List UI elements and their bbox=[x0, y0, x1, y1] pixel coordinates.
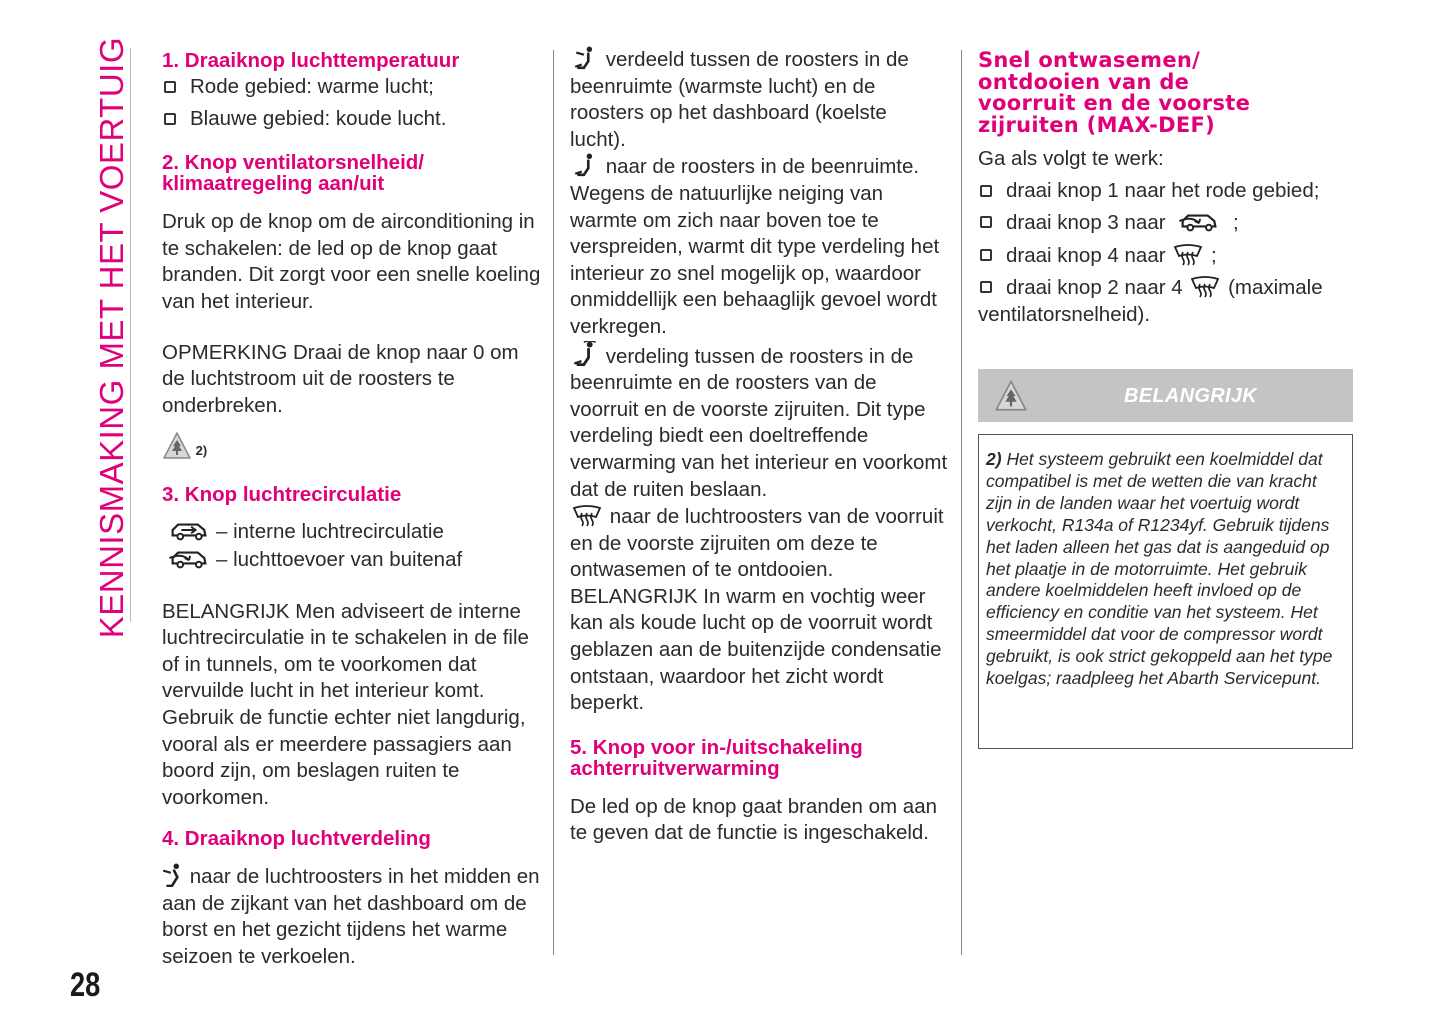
column-3 bbox=[978, 46, 1356, 329]
air-feet-and-windshield-icon bbox=[570, 341, 600, 367]
windshield-defrost-icon bbox=[1188, 274, 1222, 298]
list-item: draai knop 1 naar het rode gebied; bbox=[978, 178, 1356, 205]
paragraph: naar de luchtroosters van de voorruit en de voorste zijruiten om deze te ontwasemen of te ontdooien. bbox=[570, 505, 944, 582]
air-to-feet-icon bbox=[570, 153, 600, 177]
heading-air-distribution: 4. Draaiknop luchtverdeling bbox=[162, 827, 431, 851]
windshield-defrost-icon bbox=[570, 503, 604, 527]
paragraph: verdeeld tussen de roosters in de beenruimte (warmste lucht) en de roosters op het dashboard (koelste lucht). bbox=[570, 48, 909, 151]
car-fresh-air-icon bbox=[1171, 209, 1227, 233]
sidebar-divider bbox=[130, 48, 131, 622]
warning-reference: 2) bbox=[162, 431, 542, 464]
heading-rear-defrost: 5. Knop voor in-/uitschakeling achterruitverwarming bbox=[570, 735, 863, 780]
column-divider bbox=[961, 50, 962, 955]
list-item: Blauwe gebied: koude lucht. bbox=[162, 106, 542, 133]
list-item: draai knop 4 naar ; bbox=[978, 242, 1356, 270]
list-item: draai knop 2 naar 4 (maximale ventilatorsnelheid). bbox=[978, 274, 1356, 328]
column-2 bbox=[570, 46, 948, 847]
paragraph: naar de luchtroosters in het midden en aan de zijkant van het dashboard om de borst en het gezicht tijdens het warme seizoen te verkoelen. bbox=[162, 865, 540, 969]
warning-banner bbox=[978, 369, 1353, 422]
heading-max-def: Snel ontwasemen/ ontdooien van de voorruit en de voorste zijruiten (MAX-DEF) bbox=[978, 48, 1251, 137]
note-reference: 2) bbox=[986, 449, 1002, 469]
paragraph: Ga als volgt te werk: bbox=[978, 147, 1164, 170]
warning-note bbox=[978, 434, 1353, 749]
paragraph-important: BELANGRIJK Men adviseert de interne luchtrecirculatie in te schakelen in de file of in tunnels, om te voorkomen dat vervuilde lucht in het interieur komt. Gebruik de functie echter niet langdurig, vooral als er meerdere passagiers aan boord zijn, om beslagen ruiten te voorkomen. bbox=[162, 599, 529, 809]
paragraph: naar de roosters in de beenruimte. Wegens de natuurlijke neiging van warmte om zich naar boven toe te verspreiden, warmt dit type verdeling het interieur zo snel mogelijk op, waardoor onmiddellijk een behaaglijk gevoel wordt verkregen. bbox=[570, 155, 940, 338]
column-1 bbox=[162, 46, 542, 971]
list-item: draai knop 3 naar ; bbox=[978, 209, 1356, 237]
recirc-internal-row: – interne luchtrecirculatie bbox=[162, 518, 542, 546]
column-divider bbox=[553, 50, 554, 955]
car-fresh-air-icon bbox=[162, 546, 216, 570]
list-item: Rode gebied: warme lucht; bbox=[162, 74, 542, 101]
paragraph: De led op de knop gaat branden om aan te geven dat de functie is ingeschakeld. bbox=[570, 794, 937, 845]
paragraph-note: OPMERKING Draai de knop naar 0 om de luchtstroom uit de roosters te onderbreken. bbox=[162, 340, 519, 417]
warning-icon bbox=[162, 431, 192, 459]
windshield-defrost-icon bbox=[1171, 242, 1205, 266]
note-text: Het systeem gebruikt een koelmiddel dat compatibel is met de wetten die van kracht zijn in de landen waar het voertuig wordt verkocht, R134a of R1234yf. Gebruik tijdens het laden alleen het gas dat is aangeduid op het plaatje in de motorruimte. Het gebruik andere koelmiddelen heeft invloed op de efficiency en conditie van het systeem. Het smeermiddel dat voor de compressor wordt gebruikt, is ook strict gekoppeld aan het type koelgas; raadpleeg het Abarth Servicepunt. bbox=[986, 449, 1333, 689]
paragraph: Druk op de knop om de airconditioning in te schakelen: de led op de knop gaat branden. Dit zorgt voor een snelle koeling van het interieur. bbox=[162, 210, 541, 313]
air-face-and-feet-icon bbox=[570, 46, 600, 70]
warning-title: BELANGRIJK bbox=[1123, 385, 1257, 407]
car-recirculation-icon bbox=[162, 518, 216, 542]
recirc-external-row: – luchttoevoer van buitenaf bbox=[162, 546, 542, 574]
heading-temperature-knob: 1. Draaiknop luchttemperatuur bbox=[162, 49, 460, 72]
page-number: 28 bbox=[70, 966, 101, 1004]
heading-recirculation: 3. Knop luchtrecirculatie bbox=[162, 483, 402, 507]
heading-fan-speed: 2. Knop ventilatorsnelheid/ klimaatregeling aan/uit bbox=[162, 151, 424, 196]
paragraph-important: BELANGRIJK In warm en vochtig weer kan als koude lucht op de voorruit wordt geblazen aan de buitenzijde condensatie ontstaan, waardoor het zicht wordt beperkt. bbox=[570, 584, 942, 715]
air-to-face-icon bbox=[162, 863, 184, 887]
paragraph: verdeling tussen de roosters in de beenruimte en de roosters van de voorruit en de voorste zijruiten. Dit type verdeling biedt een doeltreffende verwarming van het interieur en voorkomt dat de ruiten beslaan. bbox=[570, 341, 948, 504]
section-title-vertical: KENNISMAKING MET HET VOERTUIG bbox=[92, 37, 130, 639]
